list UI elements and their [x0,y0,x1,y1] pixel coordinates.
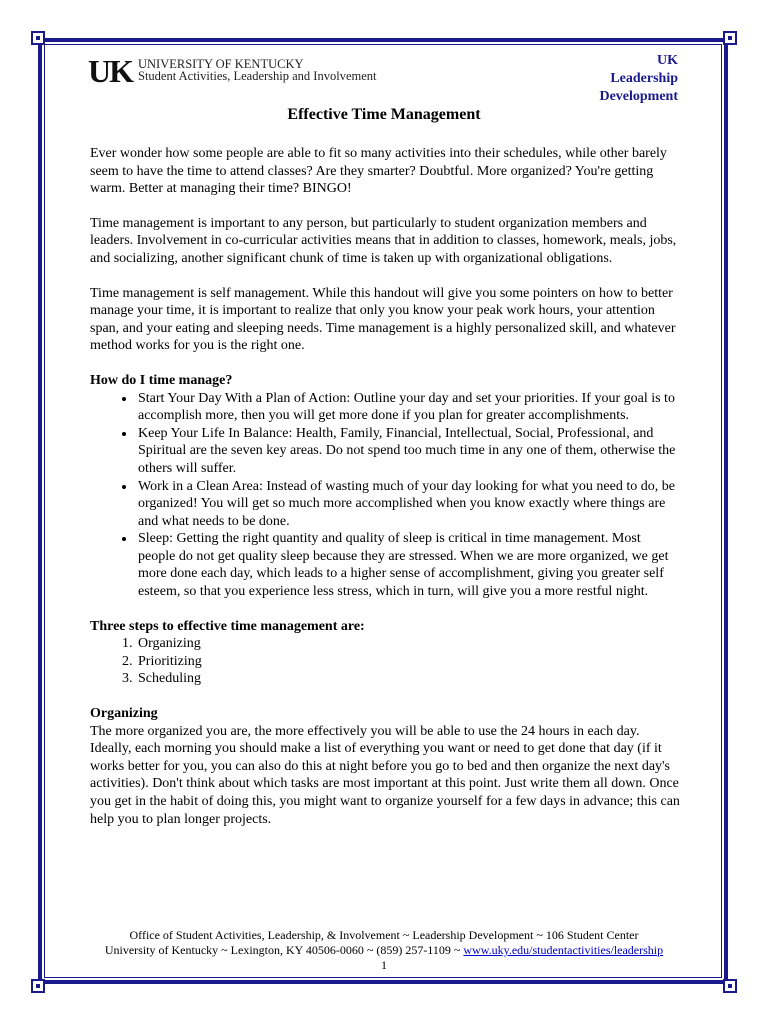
logo-line-department: Student Activities, Leadership and Involvement [138,69,377,83]
org-title-line: UK [657,53,678,68]
org-title-line: Leadership [610,71,678,86]
list-item: • Work in a Clean Area: Instead of wasting much of your day looking for what you need to do, be organized! You will get so much more accomplished when you know exactly where things are and what needs to be done. [136,478,680,531]
corner-ornament-icon [723,31,737,45]
intro-paragraph: Time management is important to any person, but particularly to student organization members and leaders. Involvement in co-curricular activities means that in addition to classes, homework, meals, jobs, and socializing, another significant chunk of time is taken up with organizational obligations. [90,215,677,266]
document-body [90,145,680,845]
list-item: 3. Scheduling [136,670,680,688]
org-title [568,52,678,106]
page-footer [60,928,708,973]
footer-office-line: Office of Student Activities, Leadership, & Involvement ~ Leadership Development ~ 106 Student Center [129,928,639,942]
section-heading-organizing: Organizing [90,706,158,722]
uk-logo-text [138,58,377,82]
section-heading-how: How do I time manage? [90,372,233,388]
list-item: • Start Your Day With a Plan of Action: Outline your day and set your priorities. If your goal is to accomplish more, then you will get more done if you plan for greater accomplishments. [136,390,680,425]
intro-paragraph: Ever wonder how some people are able to fit so many activities into their schedules, while other barely seem to have the time to attend classes? Are they smarter? Doubtful. More organized? You're getting warm. Better at managing their time? BINGO! [90,146,667,197]
footer-website-link[interactable]: www.uky.edu/studentactivities/leadership [463,943,664,957]
list-item: • Sleep: Getting the right quantity and quality of sleep is critical in time management. Most people do not get quality sleep because they are stressed. When we are more organized, we get more done each day, which leads to a higher sense of accomplishment, giving you greater self esteem, so that you experience less stress, which in turn, will give you a more restful night. [136,530,680,600]
steps-list [90,635,680,688]
list-item: • Keep Your Life In Balance: Health, Family, Financial, Intellectual, Social, Professional, and Spiritual are the seven key areas. Do not spend too much time in any one of them, otherwise the others will suffer. [136,425,680,478]
tips-list [90,390,680,601]
list-item: 2. Prioritizing [136,653,680,671]
uk-logo-mark: UK [88,53,132,89]
uk-logo [88,53,377,89]
document-title: Effective Time Management [287,106,481,123]
org-title-line: Development [599,89,678,104]
corner-ornament-icon [31,979,45,993]
intro-paragraph: Time management is self management. While this handout will give you some pointers on how to better manage your time, it is important to realize that only you know your peak work hours, your attention span, and your eating and sleeping needs. Time management is a highly personalized skill, and whatever method works for you is the right one. [90,285,676,354]
footer-address-line [60,943,708,958]
list-item: 1. Organizing [136,635,680,653]
organizing-paragraph: The more organized you are, the more effectively you will be able to use the 24 hours in each day. Ideally, each morning you should make a list of everything you want or need to get done that day (if it works better for you, you can also do this at night before you go to bed and then organize the next day's activities). Don't think about which tasks are most important at this point. Just write them all down. Once you get in the habit of doing this, you might want to organize yourself for a few days in advance; this can help you to plan longer projects. [90,723,680,827]
logo-line-university: UNIVERSITY OF KENTUCKY [138,57,304,71]
page-number: 1 [381,958,387,972]
footer-address-text: University of Kentucky ~ Lexington, KY 40506-0060 ~ (859) 257-1109 ~ [104,943,464,957]
section-heading-steps: Three steps to effective time management are: [90,618,365,634]
corner-ornament-icon [31,31,45,45]
corner-ornament-icon [723,979,737,993]
